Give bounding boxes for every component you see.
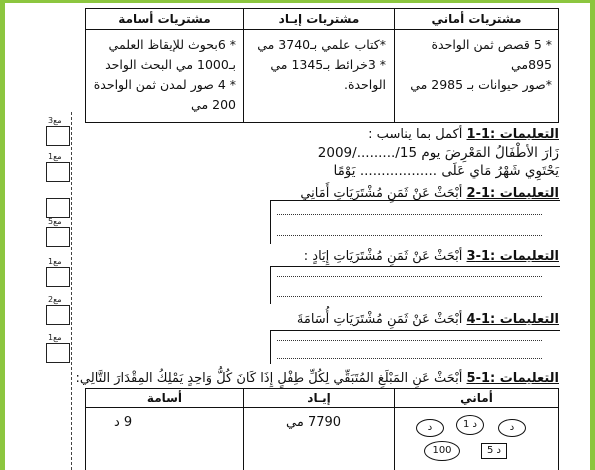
score-box[interactable] [46,305,70,325]
instruction-label: التعليمات :1-2 [466,186,559,201]
header-divider [86,29,558,30]
instruction-text: أبْحَثْ عَنِ المَبْلَغِ المُتَبَقِّي لِكُلِّ طِفْلٍ إِذَا كَانَ كُلُّ وَاحِدٍ يَمْلِكُ المِقْدَارَ التَّالِي: [75,371,463,386]
instruction-text: أبْحَثْ عَنْ ثَمَنِ مُشْتَرَيَاتِ إِيَادٍ : [303,249,463,264]
cell-line: * 6بحوث للإيقاظ العلمي [108,37,236,52]
coin-item: 100 [424,441,460,461]
header-iyad: إيـاد [307,391,331,405]
instruction-text: أبْحَثْ عَنْ ثَمَنِ مُشْتَرَيَاتِ أَمَانِي [300,186,463,201]
score-label: مع1 [48,333,62,342]
answer-box-1-3 [270,266,560,304]
score-column-divider [71,112,72,470]
score-box[interactable] [46,267,70,287]
fill-line-days[interactable]: يَحْتَوِي شَهْرُ مَاي عَلَى .................. يَوْمًا [333,163,559,179]
cell-line: *كتاب علمي بـ3740 مي [257,37,386,52]
instruction-1-2 [300,186,559,201]
cell-line: 895مي [511,57,552,72]
iyad-cell [246,35,386,95]
answer-line[interactable] [277,235,542,236]
score-label: مع5 [48,217,62,226]
instruction-label: التعليمات :1-1 [466,127,559,142]
header-iyad: مشتريات إيـاد [278,12,360,26]
cell-line: *صور حيوانات بـ 2985 مي [410,77,552,92]
money-table [85,388,559,470]
instruction-label: التعليمات :1-5 [466,371,559,386]
answer-box-1-2 [270,200,560,244]
instruction-1-3 [304,249,559,264]
instruction-1-1 [368,127,559,142]
score-box[interactable] [46,126,70,146]
amani-cell [396,35,552,95]
score-box[interactable] [46,343,70,363]
instruction-label: التعليمات :1-4 [466,312,559,327]
instruction-text: أكمل بما يناسب : [368,127,463,142]
coin-item: 1 د [456,415,484,435]
fill-line-date[interactable]: زَارَ الأطْفَالُ المَعْرِضَ يوم 15/........./2009 [317,145,559,161]
header-osama: أسامة [146,391,183,405]
osama-amount: 9 د [114,415,133,430]
cell-line: الواحدة. [343,77,386,92]
score-label: مع1 [48,257,62,266]
header-osama: مشتريات أسامة [118,12,211,26]
cell-line: * 3خرائط بـ1345 مي [270,57,386,72]
header-amani: مشتريات أماني [431,12,522,26]
score-box[interactable] [46,198,70,218]
osama-cell [88,35,236,115]
iyad-amount: 7790 مي [286,415,342,430]
answer-line[interactable] [277,296,542,297]
answer-line[interactable] [277,276,542,277]
score-box[interactable] [46,162,70,182]
purchases-table [85,8,559,123]
answer-line[interactable] [277,214,542,215]
header-amani: أماني [460,391,493,405]
banknote-item: 5 د [481,443,507,459]
coin-item: د [498,419,526,437]
header-divider [86,407,558,408]
instruction-label: التعليمات :1-3 [466,249,559,264]
score-label: مع2 [48,295,62,304]
answer-line[interactable] [277,358,542,359]
answer-line[interactable] [277,340,542,341]
score-label: مع1 [48,152,62,161]
instruction-1-4 [297,312,559,327]
cell-line: 200 مي [191,97,236,112]
cell-line: * 4 صور لمدن ثمن الواحدة [93,77,236,92]
cell-line: * 5 قصص ثمن الواحدة [431,37,552,52]
instruction-1-5 [76,371,559,386]
score-label: مع3 [48,116,62,125]
cell-line: بـ1000 مي البحث الواحد [105,57,236,72]
score-box[interactable] [46,227,70,247]
instruction-text: أبْحَثْ عَنْ ثَمَنِ مُشْتَرَيَاتِ أُسَامَةَ [296,312,463,327]
coin-item: د [416,419,444,437]
